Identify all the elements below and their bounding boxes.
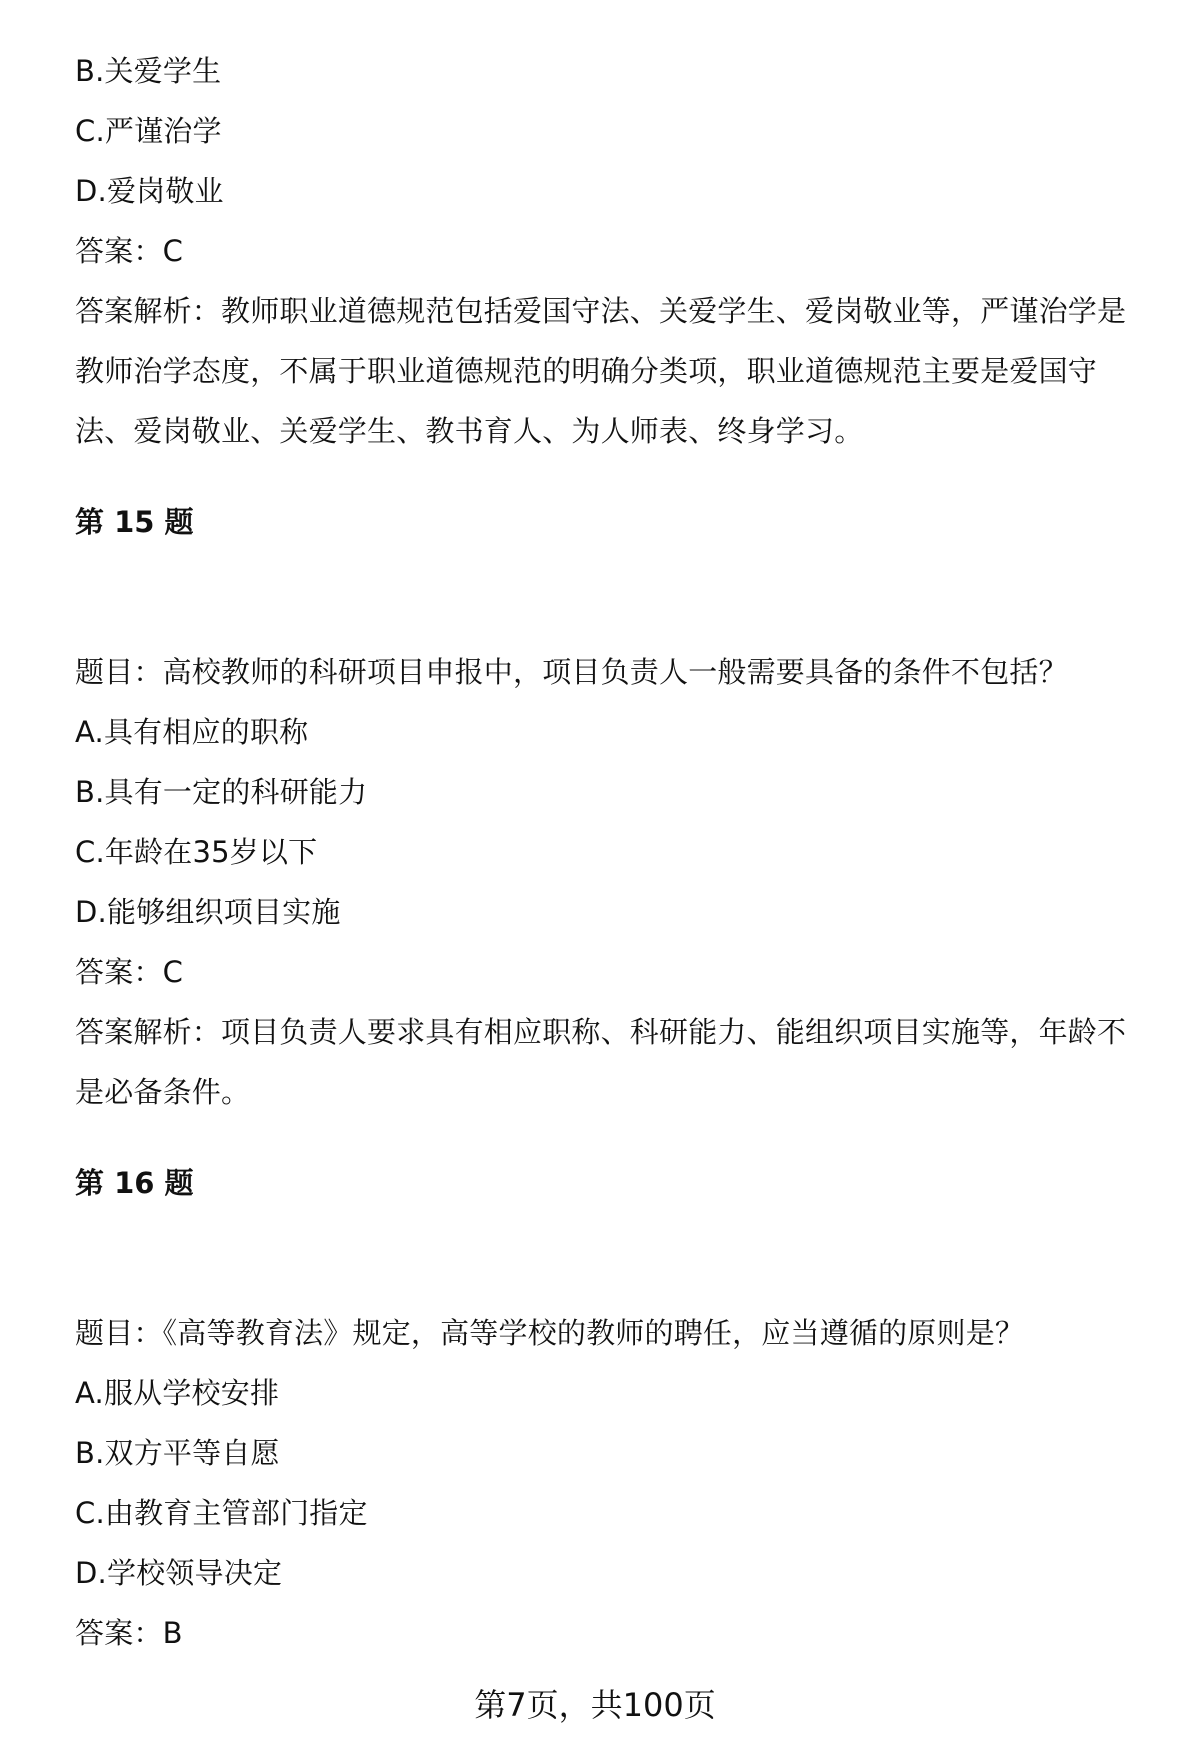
page-indicator: 第7页，共100页: [474, 1686, 716, 1724]
question-text: 题目：《高等教育法》规定，高等学校的教师的聘任，应当遵循的原则是？: [75, 1316, 1025, 1350]
analysis-line: 教师治学态度，不属于职业道德规范的明确分类项，职业道德规范主要是爱国守: [75, 354, 1098, 388]
question-heading: 第 15 题: [75, 505, 194, 539]
analysis-line: 是必备条件。: [75, 1075, 251, 1109]
option-c: C.由教育主管部门指定: [75, 1496, 368, 1530]
answer-line: 答案：B: [75, 1616, 183, 1650]
option-d: D.爱岗敬业: [75, 174, 224, 208]
analysis-line: 法、爱岗敬业、关爱学生、教书育人、为人师表、终身学习。: [75, 414, 864, 448]
option-c: C.严谨治学: [75, 114, 222, 148]
option-d: D.能够组织项目实施: [75, 895, 341, 929]
option-b: B.双方平等自愿: [75, 1436, 280, 1470]
option-a: A.具有相应的职称: [75, 715, 309, 749]
option-b: B.具有一定的科研能力: [75, 775, 368, 809]
option-c: C.年龄在35岁以下: [75, 835, 318, 869]
option-b: B.关爱学生: [75, 54, 222, 88]
answer-line: 答案：C: [75, 955, 184, 989]
answer-line: 答案：C: [75, 234, 184, 268]
question-text: 题目：高校教师的科研项目申报中，项目负责人一般需要具备的条件不包括？: [75, 655, 1068, 689]
question-heading: 第 16 题: [75, 1166, 194, 1200]
option-a: A.服从学校安排: [75, 1376, 280, 1410]
analysis-line: 答案解析：项目负责人要求具有相应职称、科研能力、能组织项目实施等，年龄不: [75, 1015, 1127, 1049]
analysis-line: 答案解析：教师职业道德规范包括爱国守法、关爱学生、爱岗敬业等，严谨治学是: [75, 294, 1127, 328]
option-d: D.学校领导决定: [75, 1556, 283, 1590]
